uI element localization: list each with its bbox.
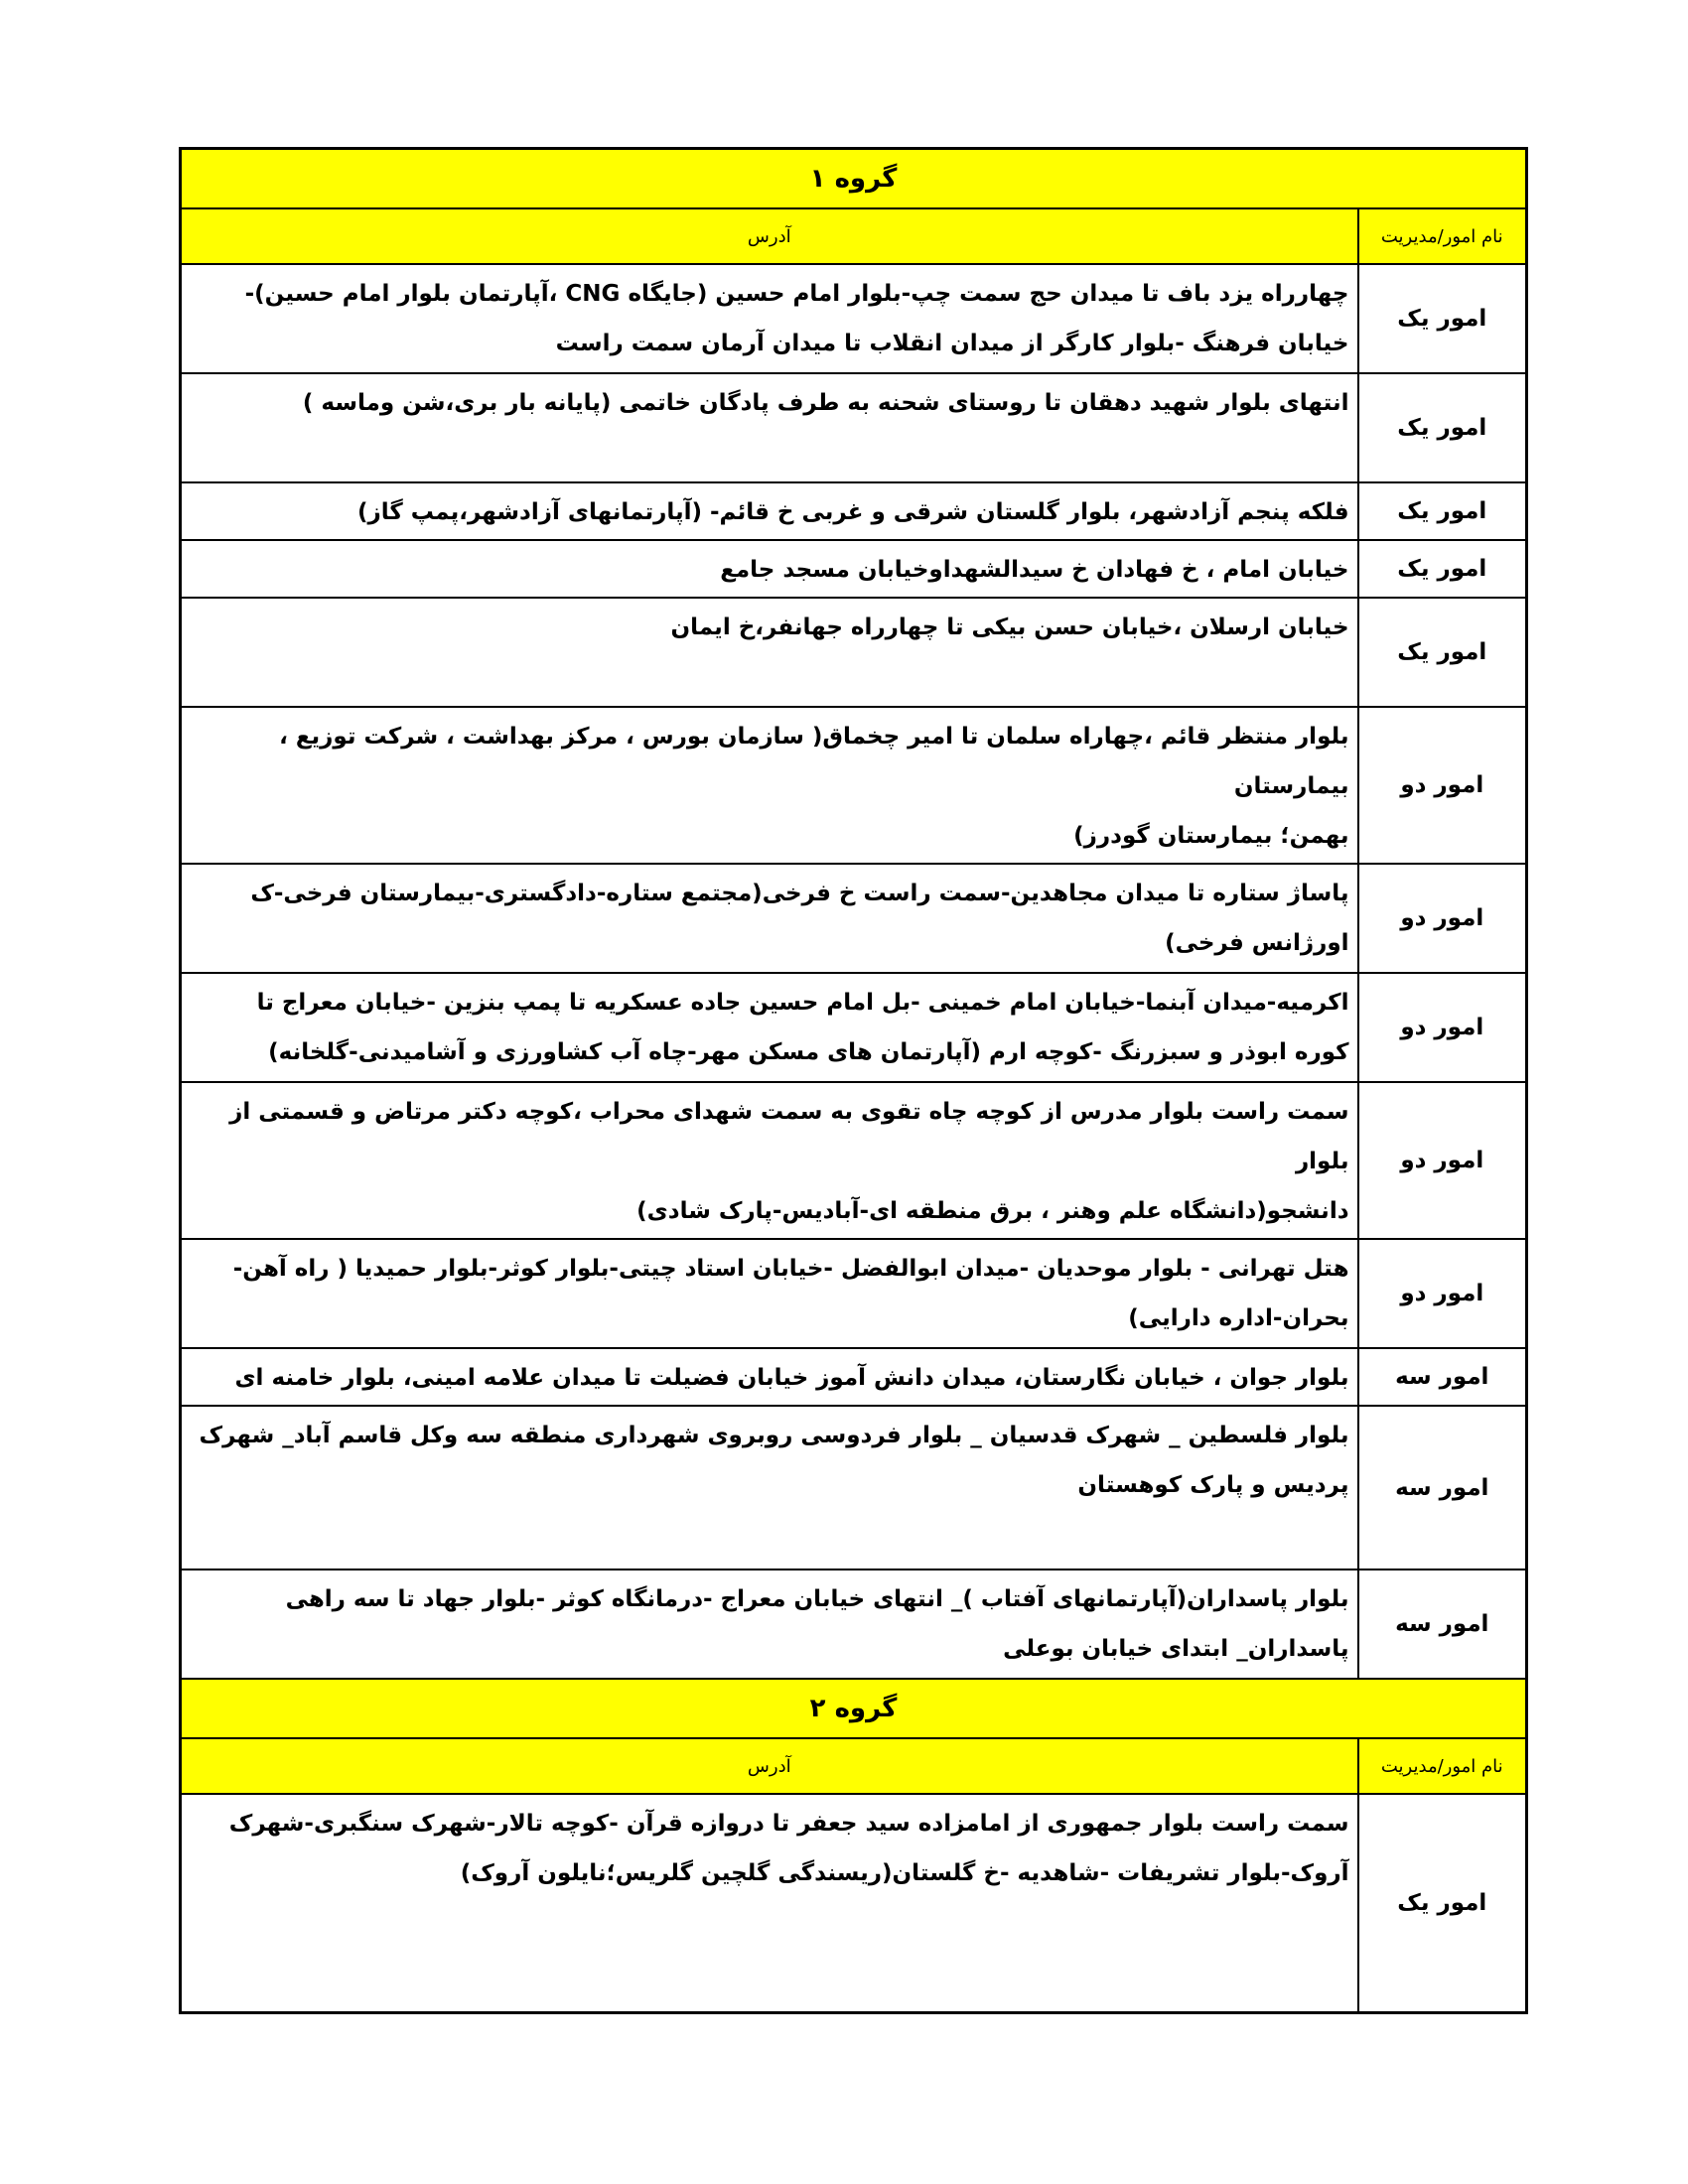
table-row [181, 1348, 1527, 1406]
document-sheet [179, 147, 1525, 2014]
office-name: امور یک [1358, 540, 1527, 598]
address-line: دانشجو(دانشگاه علم وهنر ، برق منطقه ای-آبادیس-پارک شادی) [636, 1198, 1349, 1224]
address-line: بلوار پاسداران(آپارتمانهای آفتاب )_ انتهای خیابان معراج -درمانگاه کوثر -بلوار جهاد تا سه راهی [285, 1586, 1349, 1612]
office-column-header: نام امور/مدیریت [1358, 1738, 1527, 1794]
office-name: امور سه [1358, 1570, 1527, 1679]
column-header-row [181, 208, 1527, 264]
address-line: سمت راست بلوار مدرس از کوچه چاه تقوی به سمت شهدای محراب ،کوچه دکتر مرتاض و قسمتی از بلوار [229, 1099, 1349, 1174]
address-line: چهارراه یزد باف تا میدان حج سمت چپ-بلوار امام حسین (جایگاه CNG ،آپارتمان بلوار امام حسین)- [244, 281, 1349, 307]
table-row [181, 1406, 1527, 1570]
office-name: امور یک [1358, 1794, 1527, 2012]
address-line: فلکه پنجم آزادشهر، بلوار گلستان شرقی و غربی خ قائم- (آپارتمانهای آزادشهر،پمپ گاز) [357, 499, 1349, 525]
address-line: بهمن؛ بیمارستان گودرز) [1073, 823, 1349, 849]
address-text [181, 864, 1358, 973]
address-line: پردیس و پارک کوهستان [1077, 1472, 1349, 1498]
table-row [181, 1794, 1527, 2012]
address-line: بحران-اداره دارایی) [1128, 1305, 1349, 1331]
table-row [181, 1082, 1527, 1239]
address-text [181, 540, 1358, 598]
address-line: آروک-بلوار تشریفات -شاهدیه -خ گلستان(ریسندگی گلچین گلریس؛نایلون آروک) [460, 1860, 1349, 1886]
table-row [181, 1570, 1527, 1679]
address-line: خیابان ارسلان ،خیابان حسن بیکی تا چهارراه جهانفر،خ ایمان [670, 614, 1349, 640]
address-text [181, 1570, 1358, 1679]
address-line: سمت راست بلوار جمهوری از امامزاده سید جعفر تا دروازه قرآن -کوچه تالار-شهرک سنگبری-شهرک [228, 1811, 1349, 1837]
group-title: گروه ۱ [181, 149, 1527, 209]
table-row [181, 1239, 1527, 1348]
office-name: امور دو [1358, 973, 1527, 1082]
office-name: امور دو [1358, 707, 1527, 864]
address-text [181, 1406, 1358, 1570]
address-text [181, 482, 1358, 540]
group-title-row [181, 149, 1527, 209]
table-row [181, 707, 1527, 864]
address-line: بلوار فلسطین _ شهرک قدسیان _ بلوار فردوسی روبروی شهرداری منطقه سه وکل قاسم آباد_ شهرک [199, 1423, 1349, 1448]
office-name: امور یک [1358, 264, 1527, 373]
address-column-header: آدرس [181, 208, 1358, 264]
address-line: پاساژ ستاره تا میدان مجاهدین-سمت راست خ فرخی(مجتمع ستاره-دادگستری-بیمارستان فرخی-ک [250, 881, 1349, 906]
table-row [181, 482, 1527, 540]
column-header-row [181, 1738, 1527, 1794]
office-name: امور یک [1358, 482, 1527, 540]
address-text [181, 707, 1358, 864]
group-title: گروه ۲ [181, 1679, 1527, 1738]
office-name: امور یک [1358, 373, 1527, 482]
address-line: بلوار منتظر قائم ،چهاراه سلمان تا امیر چخماق( سازمان بورس ، مرکز بهداشت ، شرکت توزیع ، بیمارستان [279, 724, 1349, 799]
group-title-row [181, 1679, 1527, 1738]
office-name: امور دو [1358, 1239, 1527, 1348]
table-row [181, 373, 1527, 482]
table-row [181, 864, 1527, 973]
address-line: کوره ابوذر و سبزرنگ -کوچه ارم (آپارتمان های مسکن مهر-چاه آب کشاورزی و آشامیدنی-گلخانه) [268, 1039, 1349, 1065]
office-name: امور سه [1358, 1348, 1527, 1406]
office-name: امور سه [1358, 1406, 1527, 1570]
address-line: اکرمیه-میدان آبنما-خیابان امام خمینی -بل امام حسین جاده عسکریه تا پمپ بنزین -خیابان معراج تا [256, 990, 1349, 1016]
table-row [181, 540, 1527, 598]
address-line: اورژانس فرخی) [1165, 930, 1349, 956]
address-line: بلوار جوان ، خیابان نگارستان، میدان دانش آموز خیابان فضیلت تا میدان علامه امینی، بلوار خامنه ای [234, 1365, 1349, 1391]
table-row [181, 973, 1527, 1082]
office-name: امور دو [1358, 864, 1527, 973]
address-text [181, 1348, 1358, 1406]
address-text [181, 1239, 1358, 1348]
address-line: پاسداران_ ابتدای خیابان بوعلی [1003, 1636, 1349, 1662]
address-column-header: آدرس [181, 1738, 1358, 1794]
address-text [181, 373, 1358, 482]
address-text [181, 973, 1358, 1082]
office-column-header: نام امور/مدیریت [1358, 208, 1527, 264]
address-text [181, 264, 1358, 373]
address-line: خیابان امام ، خ فهادان خ سیدالشهداوخیابان مسجد جامع [720, 557, 1349, 583]
table-row [181, 264, 1527, 373]
address-line: انتهای بلوار شهید دهقان تا روستای شحنه به طرف پادگان خاتمی (پایانه بار بری،شن وماسه ) [302, 390, 1349, 416]
region-table [179, 147, 1528, 2014]
address-text [181, 1794, 1358, 2012]
address-text [181, 1082, 1358, 1239]
address-text [181, 598, 1358, 707]
address-line: هتل تهرانی - بلوار موحدیان -میدان ابوالفضل -خیابان استاد چیتی-بلوار کوثر-بلوار حمیدیا ( راه آهن- [232, 1256, 1349, 1282]
table-row [181, 598, 1527, 707]
office-name: امور دو [1358, 1082, 1527, 1239]
office-name: امور یک [1358, 598, 1527, 707]
address-line: خیابان فرهنگ -بلوار کارگر از میدان انقلاب تا میدان آرمان سمت راست [555, 331, 1349, 356]
